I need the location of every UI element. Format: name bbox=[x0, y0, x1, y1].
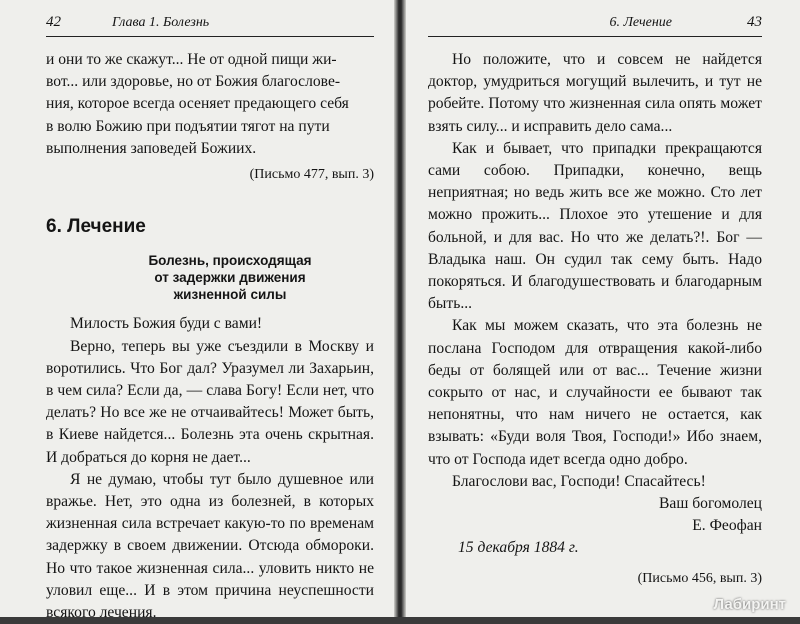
paragraph: Я не думаю, чтобы тут было душевное или вражье. Нет, это одна из болезней, в которых жизненная сила встречает какую-то по временам задержку в своем движении. Отсюда обмороки. Но что такое жизненная сила... уловить никто не уловил еще... И в этом причина неуспешности всякого лечения. bbox=[46, 470, 374, 622]
left-running-head bbox=[46, 14, 374, 37]
paragraph: Благослови вас, Господи! Спасайтесь! bbox=[452, 472, 706, 490]
continued-line: выполнения заповедей Божиих. bbox=[46, 139, 257, 157]
left-page-number: 42 bbox=[46, 14, 61, 30]
left-page-body bbox=[46, 49, 374, 624]
paragraph: Как и бывает, что припадки прекращаются сами собою. Припадки, конечно, вещь неприятная; но ведь жить все же можно. Сто лет можно прожить... Плохое это утешение и для больной, и для вас. Но что же делать?!. Бог — Владыка наш. Он судил так сему быть. Надо покоряться. И благодушествовать и благодарным быть... bbox=[428, 139, 762, 313]
continued-line: и они то же скажут... Не от одной пищи жи- bbox=[46, 51, 337, 68]
watermark-logo: Лабиринт bbox=[713, 596, 786, 613]
right-page-body bbox=[428, 49, 762, 590]
letter-source: (Письмо 477, вып. 3) bbox=[249, 167, 374, 183]
continued-line: вот... или здоровье, но от Божия благослове- bbox=[46, 73, 341, 91]
letter-source: (Письмо 456, вып. 3) bbox=[637, 570, 762, 586]
subtitle-line: от задержки движения bbox=[154, 270, 306, 286]
section-subtitle bbox=[86, 252, 374, 303]
paragraph: Как мы можем сказать, что эта болезнь не послана Господом для отвращения какой-либо беды от болящей или от вас... Течение жизни сокрыто от нас, и случайности ее бывают так непонятны, что нам ничего не остается, как взывать: «Буди воля Твоя, Господи!» Ибо знаем, что от Господа идет всегда одно добро. bbox=[428, 317, 762, 468]
left-running-title: Глава 1. Болезнь bbox=[112, 15, 210, 30]
left-page bbox=[0, 0, 394, 622]
subtitle-line: Болезнь, происходящая bbox=[148, 253, 312, 269]
section-title: 6. Лечение bbox=[46, 216, 146, 238]
right-running-title: 6. Лечение bbox=[609, 15, 672, 30]
paragraph: Милость Божия буди с вами! bbox=[70, 315, 263, 333]
paragraph: Но положите, что и совсем не найдется доктор, умудриться могущий вылечить, и тут не робейте. Потому что жизненная сила опять может взять силу... и исправить дело сама... bbox=[428, 51, 762, 135]
letter-date: 15 декабря 1884 г. bbox=[458, 539, 579, 557]
book-gutter bbox=[394, 0, 406, 617]
right-running-head bbox=[428, 14, 762, 37]
right-page bbox=[406, 0, 800, 617]
subtitle-line: жизненной силы bbox=[173, 287, 287, 303]
signature-line: Ваш богомолец bbox=[659, 495, 762, 513]
right-page-number: 43 bbox=[747, 14, 762, 30]
continued-line: ния, которое всегда осеняет предающего себя bbox=[46, 95, 349, 113]
signature-name: Е. Феофан bbox=[692, 517, 762, 535]
paragraph: Верно, теперь вы уже съездили в Москву и воротились. Что Бог дал? Уразумел ли Захарьин, в чем сила? Если да, — слава Богу! Если нет, что делать? Но все же не отчаивайтесь! Может быть, в Киеве найдется... Болезнь эта очень скрытная. И добраться до корня не дает... bbox=[46, 337, 374, 466]
continued-line: в волю Божию при подъятии тягот на пути bbox=[46, 117, 330, 135]
